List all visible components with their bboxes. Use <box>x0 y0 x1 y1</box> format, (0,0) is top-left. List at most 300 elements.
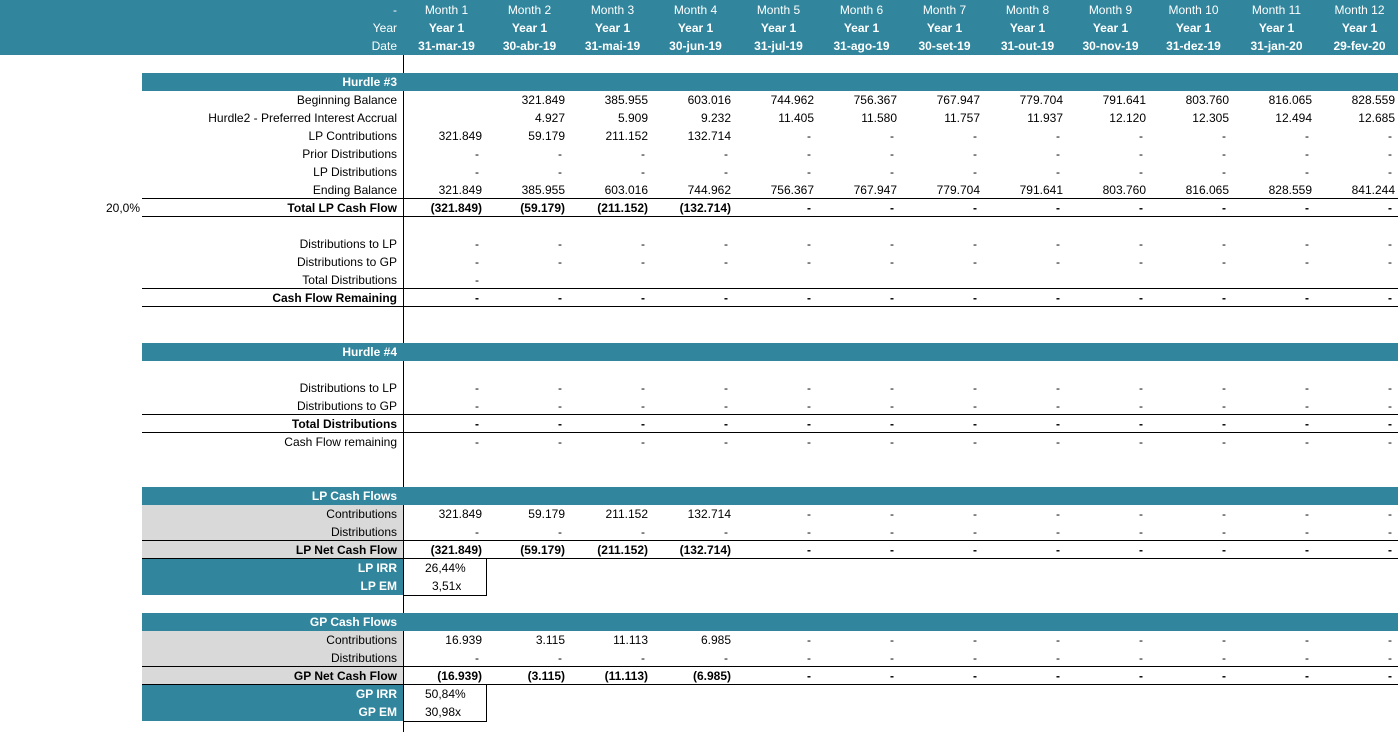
value-cell: 756.367 <box>853 93 897 107</box>
header-year-cell: Year 1 <box>428 21 465 35</box>
row-label: Hurdle2 - Preferred Interest Accrual <box>208 111 397 125</box>
value-cell: 11.580 <box>861 111 897 125</box>
value-cell: - <box>724 651 728 665</box>
value-cell: - <box>807 417 811 431</box>
value-cell: - <box>1388 147 1392 161</box>
value-cell: - <box>1305 165 1309 179</box>
value-cell: 791.641 <box>1019 183 1063 197</box>
value-cell: - <box>724 291 728 305</box>
value-cell: 12.685 <box>1358 111 1395 125</box>
value-cell: - <box>1139 129 1143 143</box>
row-label: Distributions to LP <box>299 237 397 251</box>
value-cell: - <box>1139 543 1143 557</box>
value-cell: 321.849 <box>438 129 482 143</box>
value-cell: - <box>558 525 562 539</box>
value-cell: - <box>1305 237 1309 251</box>
value-cell: - <box>641 255 645 269</box>
value-cell <box>568 271 648 289</box>
value-cell <box>734 271 814 289</box>
value-cell: - <box>1139 237 1143 251</box>
row-label: LP Net Cash Flow <box>295 543 397 557</box>
value-cell: - <box>1139 147 1143 161</box>
value-cell: (211.152) <box>597 543 648 557</box>
value-cell: - <box>1139 255 1143 269</box>
row-label: GP Net Cash Flow <box>293 669 397 683</box>
value-cell: - <box>1222 633 1226 647</box>
value-cell: - <box>807 201 811 215</box>
value-cell: - <box>1056 165 1060 179</box>
value-cell: - <box>558 147 562 161</box>
value-cell: - <box>1388 237 1392 251</box>
value-cell: - <box>807 147 811 161</box>
value-cell: - <box>1388 399 1392 413</box>
value-cell: - <box>807 165 811 179</box>
value-cell: - <box>1056 651 1060 665</box>
header-month-cell: Month 5 <box>756 3 801 17</box>
value-cell: 211.152 <box>605 129 648 143</box>
value-cell: - <box>973 633 977 647</box>
lp-cash-flows-title-row <box>0 487 1398 505</box>
value-cell: - <box>973 651 977 665</box>
row-label: Contributions <box>326 507 397 521</box>
hurdle3-row <box>0 199 1398 217</box>
value-cell: - <box>1056 543 1060 557</box>
value-cell: - <box>641 651 645 665</box>
value-cell: - <box>641 399 645 413</box>
value-cell: (59.179) <box>520 543 565 557</box>
gp-em-value: 30,98x <box>425 705 462 719</box>
value-cell: - <box>890 669 894 683</box>
header-year-row <box>0 19 1398 37</box>
gp-irr-row <box>0 685 1398 703</box>
value-cell: - <box>807 399 811 413</box>
value-cell: - <box>1222 417 1226 431</box>
value-cell: 11.405 <box>778 111 814 125</box>
value-cell: - <box>973 507 977 521</box>
row-label: Contributions <box>326 633 397 647</box>
header-date-cell: 31-jul-19 <box>754 39 803 53</box>
gp-em-label: GP EM <box>358 705 397 719</box>
value-cell: - <box>1139 435 1143 449</box>
value-cell: - <box>807 129 811 143</box>
lp-irr-row <box>0 559 1398 577</box>
value-cell: - <box>1056 435 1060 449</box>
value-cell: 816.065 <box>1268 93 1312 107</box>
value-cell: - <box>890 291 894 305</box>
value-cell: - <box>1388 255 1392 269</box>
value-cell: - <box>724 147 728 161</box>
header-date-cell: 31-mar-19 <box>418 39 475 53</box>
value-cell: 132.714 <box>687 507 731 521</box>
row-label: Distributions <box>330 651 397 665</box>
hurdle3-row <box>0 109 1398 127</box>
header-date-cell: 30-set-19 <box>918 39 971 53</box>
value-cell: - <box>475 381 479 395</box>
value-cell: - <box>1139 165 1143 179</box>
value-cell <box>402 109 482 127</box>
hurdle3-title-row <box>0 73 1398 91</box>
value-cell: - <box>807 543 811 557</box>
lp-em-value: 3,51x <box>432 579 462 593</box>
row-label: Beginning Balance <box>296 93 397 107</box>
value-cell: - <box>1056 129 1060 143</box>
gp-cash-flow-row <box>0 649 1398 667</box>
value-cell <box>1315 271 1395 289</box>
value-cell: - <box>641 291 645 305</box>
header-date-cell: 31-dez-19 <box>1166 39 1221 53</box>
value-cell: - <box>475 147 479 161</box>
value-cell: - <box>890 201 894 215</box>
lp-irr-label: LP IRR <box>357 561 397 575</box>
value-cell <box>900 271 980 289</box>
header-year-cell: Year 1 <box>1175 21 1212 35</box>
value-cell: - <box>1305 399 1309 413</box>
value-cell: - <box>1305 543 1309 557</box>
row-label: LP Distributions <box>313 165 397 179</box>
header-year-cell: Year 1 <box>1341 21 1378 35</box>
value-cell: 841.244 <box>1351 183 1395 197</box>
value-cell: - <box>641 525 645 539</box>
gp-irr-label: GP IRR <box>355 687 397 701</box>
value-cell: - <box>807 237 811 251</box>
header-month-cell: Month 8 <box>1005 3 1050 17</box>
value-cell: - <box>1139 669 1143 683</box>
value-cell: - <box>890 525 894 539</box>
header-date-cell: 29-fev-20 <box>1333 39 1386 53</box>
value-cell: - <box>1222 399 1226 413</box>
value-cell: - <box>641 237 645 251</box>
value-cell: 385.955 <box>604 93 648 107</box>
value-cell: - <box>1222 507 1226 521</box>
value-cell: (132.714) <box>679 201 731 215</box>
value-cell: - <box>1056 381 1060 395</box>
value-cell: - <box>724 381 728 395</box>
value-cell: - <box>890 417 894 431</box>
value-cell: - <box>1388 201 1392 215</box>
value-cell: - <box>1305 417 1309 431</box>
value-cell: - <box>890 147 894 161</box>
value-cell: - <box>1056 633 1060 647</box>
value-cell: - <box>641 147 645 161</box>
value-cell: 767.947 <box>936 93 980 107</box>
value-cell: (6.985) <box>692 669 731 683</box>
value-cell: - <box>1305 147 1309 161</box>
header-date-cell: 31-jan-20 <box>1250 39 1303 53</box>
value-cell: - <box>1056 669 1060 683</box>
value-cell: - <box>1305 255 1309 269</box>
value-cell: 803.760 <box>1102 183 1146 197</box>
value-cell: - <box>890 435 894 449</box>
value-cell: - <box>1388 633 1392 647</box>
value-cell: - <box>1056 255 1060 269</box>
value-cell: - <box>1222 435 1226 449</box>
hurdle4-title-row <box>0 343 1398 361</box>
row-label: Total Distributions <box>302 273 397 287</box>
row-label: Distributions to GP <box>296 399 397 413</box>
value-cell: - <box>1139 525 1143 539</box>
lp-em-label: LP EM <box>360 579 397 593</box>
value-cell: 59.179 <box>528 129 565 143</box>
header-year-cell: Year 1 <box>1092 21 1129 35</box>
row-label: Distributions to LP <box>299 381 397 395</box>
header-date-label: Date <box>371 39 397 53</box>
lp-em-row <box>0 577 1398 595</box>
row-label: Cash Flow remaining <box>284 435 397 449</box>
value-cell: - <box>807 633 811 647</box>
value-cell: - <box>1139 651 1143 665</box>
value-cell: - <box>973 417 977 431</box>
value-cell: - <box>641 417 645 431</box>
value-cell: (16.939) <box>437 669 482 683</box>
value-cell: - <box>558 435 562 449</box>
value-cell: - <box>475 165 479 179</box>
value-cell: - <box>475 651 479 665</box>
value-cell: 11.757 <box>944 111 980 125</box>
value-cell: - <box>807 291 811 305</box>
value-cell: - <box>890 381 894 395</box>
row-label: LP Contributions <box>308 129 397 143</box>
value-cell: - <box>1056 201 1060 215</box>
header-month-cell: Month 10 <box>1168 3 1219 17</box>
value-cell: - <box>1388 291 1392 305</box>
value-cell: - <box>973 147 977 161</box>
value-cell: - <box>890 237 894 251</box>
value-cell: (11.113) <box>604 669 648 683</box>
row-label: Prior Distributions <box>302 147 397 161</box>
value-cell: - <box>973 399 977 413</box>
gp-em-row <box>0 703 1398 721</box>
value-cell: 12.494 <box>1275 111 1312 125</box>
lp-irr-value: 26,44% <box>425 561 466 575</box>
hurdle4-row <box>0 379 1398 397</box>
hurdle3-row <box>0 181 1398 199</box>
value-cell: - <box>1139 381 1143 395</box>
value-cell <box>651 271 731 289</box>
value-cell: - <box>890 633 894 647</box>
value-cell: - <box>1222 237 1226 251</box>
value-cell: 11.937 <box>1027 111 1063 125</box>
value-cell: - <box>973 237 977 251</box>
hurdle3-dist-row <box>0 289 1398 307</box>
value-cell: - <box>1139 201 1143 215</box>
row-label: Cash Flow Remaining <box>272 291 397 305</box>
value-cell: - <box>724 525 728 539</box>
header-year-cell: Year 1 <box>843 21 880 35</box>
value-cell: - <box>1056 507 1060 521</box>
value-cell: - <box>890 165 894 179</box>
hurdle3-rate: 20,0% <box>105 201 140 215</box>
value-cell: - <box>1222 651 1226 665</box>
value-cell: 3.115 <box>535 633 565 647</box>
value-cell: - <box>1139 633 1143 647</box>
value-cell: - <box>724 237 728 251</box>
value-cell: 321.849 <box>438 183 482 197</box>
hurdle4-row <box>0 397 1398 415</box>
value-cell: - <box>475 435 479 449</box>
value-cell: - <box>973 435 977 449</box>
value-cell: - <box>1056 237 1060 251</box>
header-month-label: - <box>393 3 397 17</box>
header-month-cell: Month 6 <box>839 3 884 17</box>
value-cell: - <box>724 417 728 431</box>
value-cell: - <box>973 201 977 215</box>
value-cell: - <box>807 255 811 269</box>
value-cell: 12.305 <box>1192 111 1229 125</box>
value-cell: - <box>973 165 977 179</box>
value-cell: - <box>807 525 811 539</box>
value-cell: - <box>1056 291 1060 305</box>
value-cell: (59.179) <box>520 201 565 215</box>
value-cell: 603.016 <box>687 93 731 107</box>
hurdle4-title: Hurdle #4 <box>342 345 397 359</box>
value-cell: 9.232 <box>700 111 731 125</box>
value-cell: 59.179 <box>528 507 565 521</box>
value-cell: - <box>1056 525 1060 539</box>
value-cell: - <box>1388 381 1392 395</box>
value-cell: - <box>475 525 479 539</box>
value-cell: - <box>1056 147 1060 161</box>
value-cell: - <box>1222 201 1226 215</box>
value-cell: - <box>1139 399 1143 413</box>
value-cell: - <box>475 255 479 269</box>
header-month-cell: Month 2 <box>507 3 552 17</box>
value-cell: 321.849 <box>521 93 565 107</box>
value-cell: - <box>558 417 562 431</box>
header-year-cell: Year 1 <box>511 21 548 35</box>
value-cell: 779.704 <box>1019 93 1063 107</box>
row-label: Distributions <box>330 525 397 539</box>
hurdle3-row <box>0 163 1398 181</box>
value-cell: 779.704 <box>936 183 980 197</box>
header-month-cell: Month 4 <box>673 3 718 17</box>
value-cell: - <box>1305 633 1309 647</box>
value-cell: 132.714 <box>687 129 731 143</box>
hurdle3-row <box>0 145 1398 163</box>
value-cell: - <box>1305 669 1309 683</box>
gp-cash-flows-title-row <box>0 613 1398 631</box>
value-cell: - <box>890 651 894 665</box>
value-cell: 744.962 <box>770 93 814 107</box>
header-year-cell: Year 1 <box>1258 21 1295 35</box>
row-label: Distributions to GP <box>296 255 397 269</box>
value-cell: (321.849) <box>430 543 482 557</box>
value-cell: - <box>558 381 562 395</box>
hurdle3-dist-row <box>0 271 1398 289</box>
value-cell: - <box>1222 129 1226 143</box>
value-cell: - <box>1222 543 1226 557</box>
value-cell: - <box>1222 525 1226 539</box>
value-cell: - <box>890 255 894 269</box>
value-cell: - <box>807 381 811 395</box>
value-cell: - <box>558 291 562 305</box>
value-cell: - <box>973 525 977 539</box>
value-cell: - <box>1222 381 1226 395</box>
value-cell: 385.955 <box>521 183 565 197</box>
value-cell: - <box>1388 417 1392 431</box>
value-cell: 828.559 <box>1351 93 1395 107</box>
value-cell: - <box>890 129 894 143</box>
value-cell: - <box>1305 651 1309 665</box>
value-cell <box>817 271 897 289</box>
header-month-row <box>0 1 1398 19</box>
hurdle3-title: Hurdle #3 <box>342 75 397 89</box>
value-cell: - <box>1305 525 1309 539</box>
header-date-cell: 30-nov-19 <box>1082 39 1139 53</box>
value-cell: 211.152 <box>605 507 648 521</box>
lp-cash-flows-title: LP Cash Flows <box>311 489 397 503</box>
gp-cash-flow-row <box>0 631 1398 649</box>
row-label: Ending Balance <box>312 183 397 197</box>
value-cell: - <box>475 399 479 413</box>
gp-irr-value: 50,84% <box>425 687 466 701</box>
value-cell: - <box>724 165 728 179</box>
value-cell: 803.760 <box>1185 93 1229 107</box>
value-cell: - <box>558 651 562 665</box>
value-cell: - <box>973 669 977 683</box>
value-cell <box>1066 271 1146 289</box>
value-cell: - <box>973 291 977 305</box>
value-cell: - <box>973 255 977 269</box>
lp-cash-flow-row <box>0 523 1398 541</box>
value-cell <box>1149 271 1229 289</box>
value-cell: - <box>641 381 645 395</box>
value-cell: (211.152) <box>597 201 648 215</box>
value-cell: - <box>1139 291 1143 305</box>
value-cell: - <box>1222 147 1226 161</box>
hurdle3-dist-row <box>0 235 1398 253</box>
value-cell <box>402 91 482 109</box>
value-cell: - <box>558 255 562 269</box>
value-cell: 11.113 <box>613 633 648 647</box>
value-cell: - <box>1056 399 1060 413</box>
value-cell: 828.559 <box>1268 183 1312 197</box>
value-cell: - <box>475 417 479 431</box>
value-cell: - <box>558 237 562 251</box>
header-month-cell: Month 3 <box>590 3 635 17</box>
header-date-cell: 31-mai-19 <box>584 39 641 53</box>
row-label: Total Distributions <box>291 417 397 431</box>
value-cell: - <box>1388 129 1392 143</box>
value-cell: 603.016 <box>604 183 648 197</box>
value-cell: - <box>475 273 479 287</box>
value-cell: - <box>1056 417 1060 431</box>
header-year-label: Year <box>372 21 397 35</box>
header-month-cell: Month 11 <box>1251 3 1302 17</box>
hurdle3-dist-row <box>0 253 1398 271</box>
gp-cash-flows-title: GP Cash Flows <box>309 615 397 629</box>
value-cell <box>1232 271 1312 289</box>
value-cell: - <box>1388 669 1392 683</box>
value-cell: 321.849 <box>438 507 482 521</box>
value-cell: 5.909 <box>617 111 648 125</box>
value-cell: - <box>1305 381 1309 395</box>
value-cell: - <box>1222 165 1226 179</box>
header-date-cell: 31-ago-19 <box>833 39 890 53</box>
value-cell: - <box>1305 435 1309 449</box>
value-cell <box>983 271 1063 289</box>
lp-cash-flow-row <box>0 541 1398 559</box>
value-cell: 12.120 <box>1109 111 1146 125</box>
value-cell: 744.962 <box>687 183 731 197</box>
lp-cash-flow-row <box>0 505 1398 523</box>
value-cell: - <box>807 651 811 665</box>
header-year-cell: Year 1 <box>677 21 714 35</box>
value-cell: 16.939 <box>445 633 482 647</box>
header-date-cell: 30-abr-19 <box>502 39 557 53</box>
value-cell: (132.714) <box>679 543 731 557</box>
value-cell: - <box>1305 291 1309 305</box>
hurdle3-row <box>0 91 1398 109</box>
